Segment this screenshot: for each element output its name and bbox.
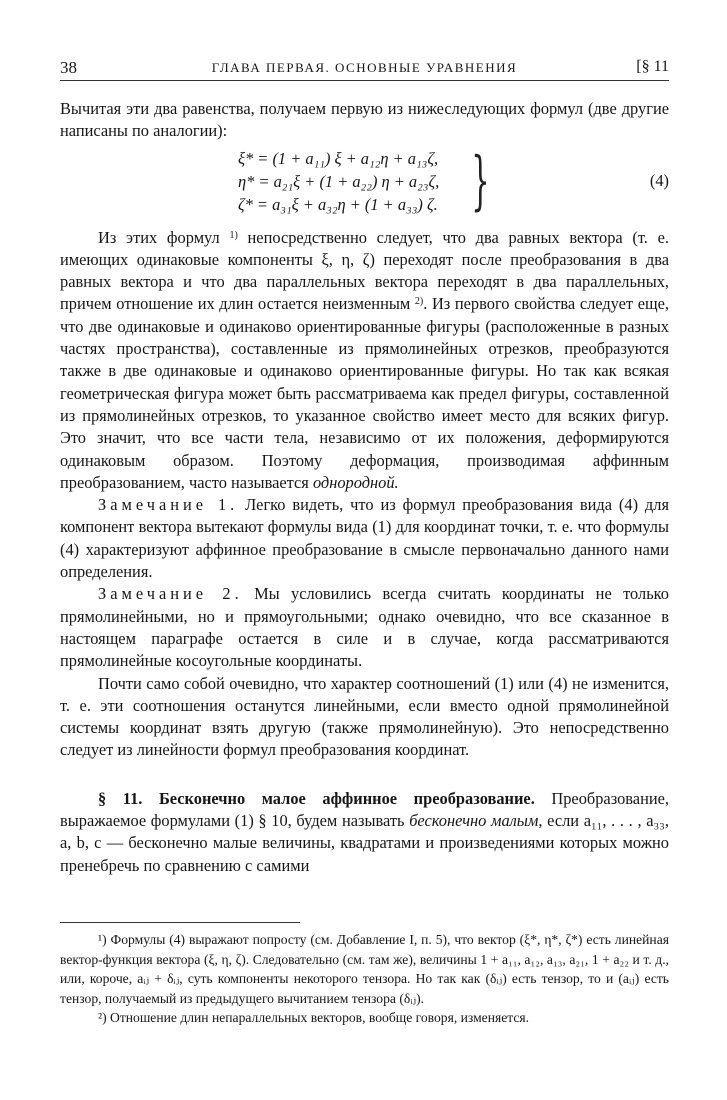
remark-1-text: Легко видеть, что из формул преобразования вида (4) для компонент вектора вытекают формулы вида (1) для координат точки, т. е. что формулы (4) характеризуют аффинное преобразование в смысле первоначально данного нами определения.	[60, 495, 669, 582]
running-header	[60, 58, 669, 81]
equation-lines	[238, 147, 439, 216]
paragraph-properties	[60, 227, 669, 495]
term-homogeneous: однородной.	[312, 472, 399, 492]
footnote-ref-2: 2)	[414, 296, 424, 308]
page-body	[60, 98, 669, 877]
footnote-divider	[60, 922, 300, 923]
text-run: если a₁₁, . . . , a₃₃, a, b, c — бесконечно малые величины, квадратами и произведениями которых можно пренебречь по сравнению с самими	[60, 811, 669, 875]
footnote-2-text: Отношение длин непараллельных векторов, вообще говоря, изменяется.	[110, 1010, 530, 1026]
remark-1	[60, 494, 669, 583]
chapter-title: ГЛАВА ПЕРВАЯ. ОСНОВНЫЕ УРАВНЕНИЯ	[211, 60, 518, 75]
remark-2-text: Мы условились всегда считать координаты не только прямолинейными, но и прямоугольными; однако очевидно, что все сказанное в настоящем параграфе остается в силе и в случае, когда рассматриваются прямолинейные косоугольные координаты.	[60, 584, 669, 671]
text-run: Преобразование, выражаемое формулами (1) § 10, будем называть	[60, 788, 669, 831]
paragraph-linearity: Почти само собой очевидно, что характер соотношений (1) или (4) не изменится, т. е. эти соотношения останутся линейными, если вместо одной прямолинейной системы координат взять другую (также прямолинейную). Это непосредственно следует из линейности формул преобразования координат.	[60, 673, 669, 760]
page-number: 38	[60, 58, 77, 77]
footnotes	[60, 930, 669, 1028]
section-11-paragraph	[60, 788, 669, 877]
remark-1-label: Замечание 1.	[98, 495, 239, 515]
equation-number: (4)	[649, 170, 669, 190]
text-run: . Из первого свойства следует еще, что две одинаковые и одинаково ориентированные фигуры (расположенные в разных частях пространства), составленные из прямолинейных отрезков, преобразуются также в две одинаковые и одинаково ориентированные фигуры. Но так как всякая геометрическая фигура может быть рассматриваема как предел фигуры, составленной из прямолинейных отрезков, то указанное свойство имеет место для всяких фигур. Это значит, что все части тела, независимо от их положения, деформируются одинаковым образом. Поэтому деформация, производимая аффинным преобразованием, часто называется	[60, 294, 669, 492]
equation-xi: ξ* = (1 + a₁₁) ξ + a₁₂η + a₁₃ζ,	[238, 148, 439, 168]
term-infinitesimal: бесконечно малым,	[409, 811, 543, 831]
right-brace: }	[471, 143, 490, 218]
text-run: Из этих формул	[98, 227, 220, 247]
footnote-1-text: Формулы (4) выражают попросту (см. Добавление I, п. 5), что вектор (ξ*, η*, ζ*) есть линейная вектор-функция вектора (ξ, η, ζ). Следовательно (см. там же), величины 1 + a₁₁, a₁₂, a₁₃, a₂₁, 1 + a₂₂ и т. д., или, короче, aᵢⱼ + δᵢⱼ, суть компоненты некоторого тензора. Но так как (δᵢⱼ) есть тензор, то и (aᵢⱼ) есть тензор, получаемый из предыдущего вычитанием тензора (δᵢⱼ).	[60, 932, 669, 1006]
footnote-ref-1: 1)	[229, 229, 238, 241]
equation-eta: η* = a₂₁ξ + (1 + a₂₂) η + a₂₃ζ,	[238, 171, 440, 191]
intro-paragraph: Вычитая эти два равенства, получаем первую из нижеследующих формул (две другие написаны по аналогии):	[60, 99, 669, 141]
footnote-2	[60, 1008, 669, 1028]
section-heading: § 11. Бесконечно малое аффинное преобразование.	[98, 788, 535, 808]
footnote-2-mark: ²)	[98, 1010, 107, 1026]
remark-2-label: Замечание 2.	[98, 584, 243, 604]
footnote-1	[60, 930, 669, 1008]
section-reference: [§ 11	[636, 58, 669, 75]
equation-block-4	[60, 143, 669, 219]
text-run: непосредственно следует, что два равных вектора (т. е. имеющих одинаковые компоненты ξ, η, ζ) переходят после преобразования в два равных вектора и что два параллельных вектора переходят в два параллельных, причем отношение их длин остается неизменным	[60, 227, 669, 314]
remark-2	[60, 583, 669, 672]
equation-zeta: ζ* = a₃₁ξ + a₃₂η + (1 + a₃₃) ζ.	[238, 194, 438, 214]
footnote-1-mark: ¹)	[98, 932, 107, 947]
